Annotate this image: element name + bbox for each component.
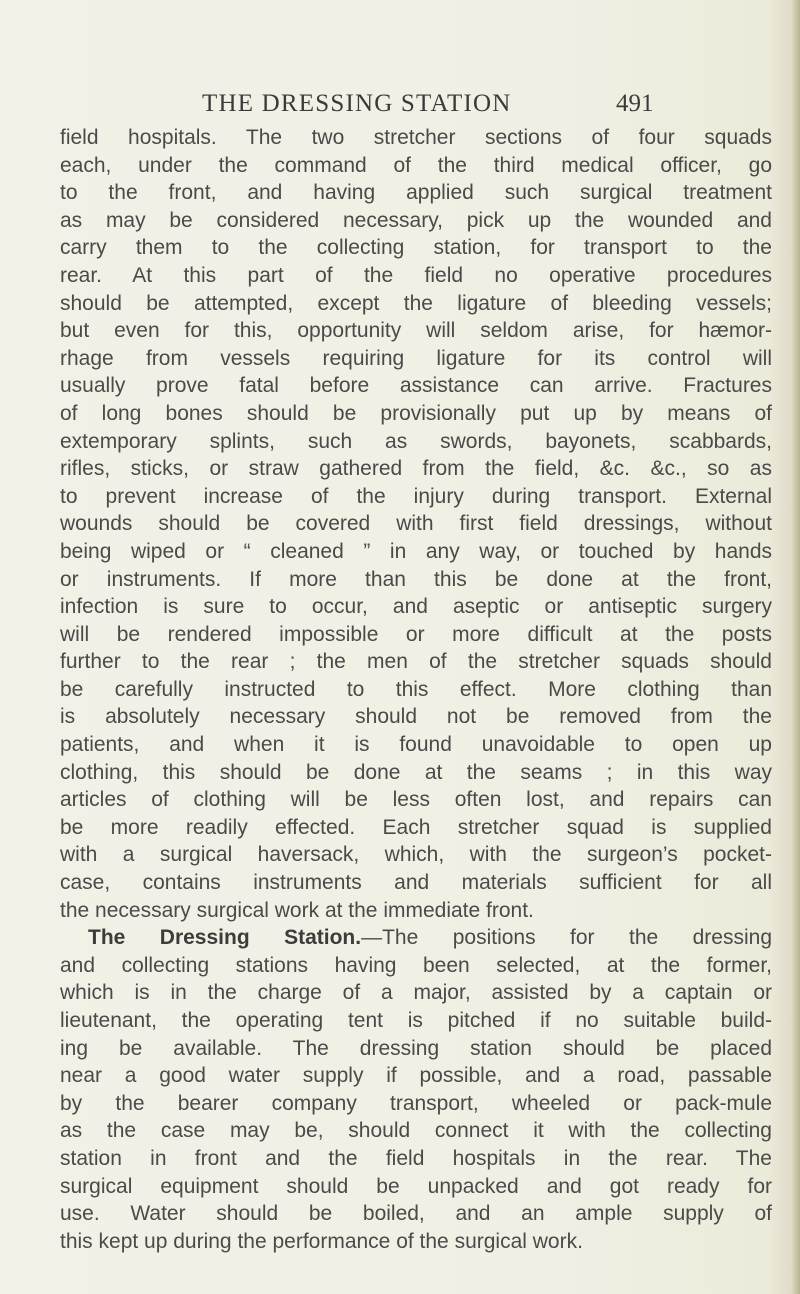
text-line: ing be available. The dressing station should be placed [60, 1036, 772, 1060]
text-line: field hospitals. The two stretcher sections of four squads [60, 126, 772, 149]
text-line: is absolutely necessary should not be removed from the [60, 705, 772, 729]
section-subhead: The Dressing Station. [88, 926, 362, 950]
page-number: 491 [616, 90, 654, 117]
text-line: station in front and the field hospitals in the rear. The [60, 1146, 772, 1170]
text-line: by the bearer company transport, wheeled or pack-mule [60, 1091, 772, 1115]
text-line: surgical equipment should be unpacked and got ready for [60, 1174, 772, 1198]
text-line: to prevent increase of the injury during transport. External [60, 484, 772, 508]
page-edge [790, 0, 800, 1294]
text-line: lieutenant, the operating tent is pitched if no suitable build- [60, 1009, 772, 1032]
text-line: which is in the charge of a major, assisted by a captain or [60, 981, 772, 1005]
section-start-line [60, 924, 772, 952]
section-subhead-continuation: —The positions for the dressing [361, 926, 773, 950]
text-line: be carefully instructed to this effect. More clothing than [60, 677, 772, 701]
text-line: of long bones should be provisionally put up by means of [60, 401, 772, 425]
text-line: use. Water should be boiled, and an ample supply of [60, 1202, 772, 1226]
text-line: extemporary splints, such as swords, bayonets, scabbards, [60, 429, 772, 453]
text-line: as may be considered necessary, pick up the wounded and [60, 208, 772, 232]
text-line: carry them to the collecting station, for transport to the [60, 236, 772, 260]
text-line: further to the rear ; the men of the stretcher squads should [60, 650, 772, 674]
running-head: THE DRESSING STATION [202, 90, 512, 117]
text-line: rear. At this part of the field no operative procedures [60, 263, 772, 287]
text-line: wounds should be covered with first field dressings, without [60, 512, 772, 536]
text-line: but even for this, opportunity will seldom arise, for hæmor- [60, 319, 772, 343]
body-text [60, 124, 772, 1255]
text-line: patients, and when it is found unavoidable to open up [60, 733, 772, 757]
text-line: usually prove fatal before assistance can arrive. Fractures [60, 374, 772, 398]
text-line: or instruments. If more than this be done at the front, [60, 567, 772, 591]
text-line: clothing, this should be done at the seams ; in this way [60, 760, 772, 784]
text-line: as the case may be, should connect it with the collecting [60, 1119, 772, 1143]
text-line: being wiped or “ cleaned ” in any way, or touched by hands [60, 539, 772, 563]
page-header [60, 90, 772, 124]
text-line: articles of clothing will be less often lost, and repairs can [60, 788, 772, 812]
text-line: infection is sure to occur, and aseptic or antiseptic surgery [60, 595, 772, 619]
text-line: to the front, and having applied such surgical treatment [60, 181, 772, 205]
text-line: should be attempted, except the ligature of bleeding vessels; [60, 291, 772, 315]
text-line: rifles, sticks, or straw gathered from the field, &c. &c., so as [60, 457, 772, 481]
text-line: with a surgical haversack, which, with the surgeon’s pocket- [60, 843, 772, 867]
text-line: case, contains instruments and materials sufficient for all [60, 871, 772, 895]
text-line: the necessary surgical work at the immediate front. [60, 898, 534, 922]
text-line: each, under the command of the third medical officer, go [60, 153, 772, 177]
text-line: will be rendered impossible or more difficult at the posts [60, 622, 772, 646]
text-line: and collecting stations having been selected, at the former, [60, 953, 772, 977]
text-line: near a good water supply if possible, and a road, passable [60, 1064, 772, 1088]
text-line: this kept up during the performance of the surgical work. [60, 1229, 583, 1253]
text-line: be more readily effected. Each stretcher squad is supplied [60, 815, 772, 839]
text-line: rhage from vessels requiring ligature for its control will [60, 346, 772, 370]
